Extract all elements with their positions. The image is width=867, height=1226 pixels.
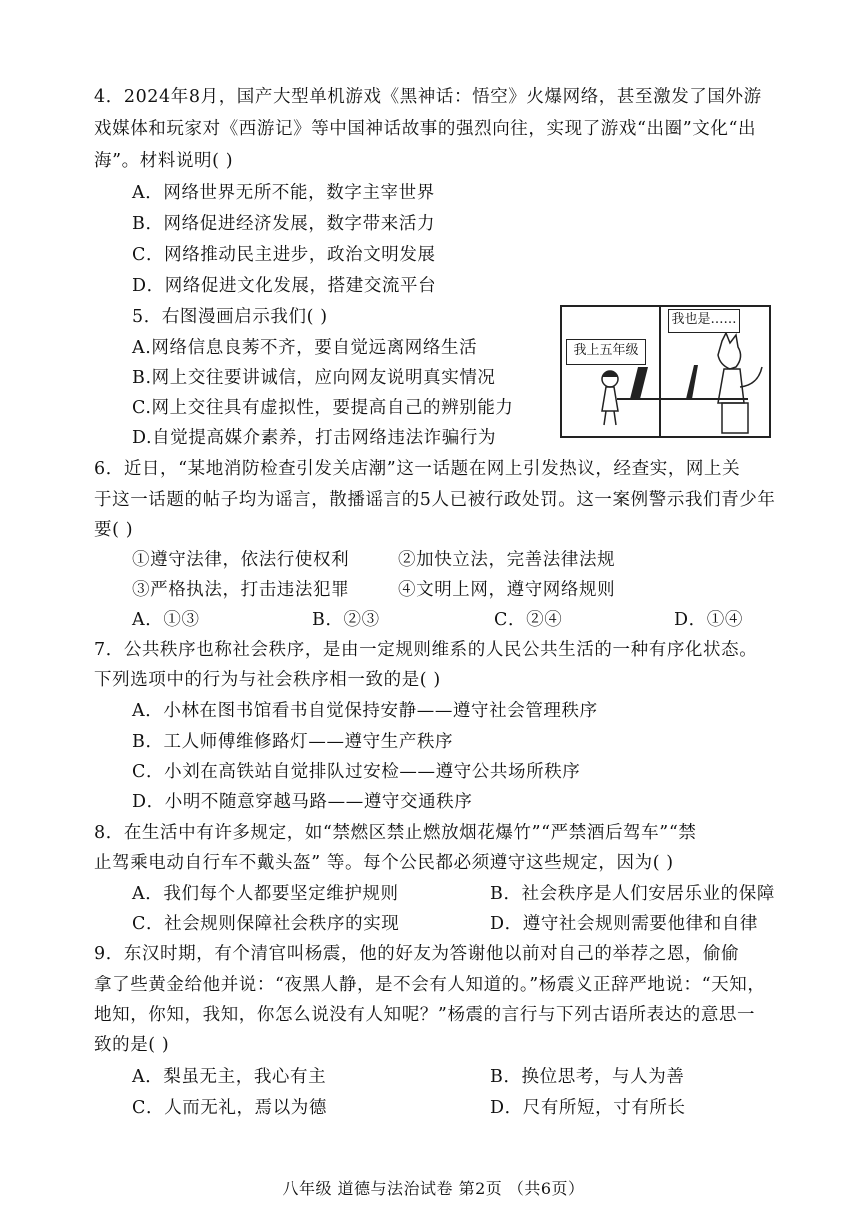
cartoon-bubble-right: 我也是…… [668,309,740,333]
q9-option-b: B．换位思考，与人为善 [490,1067,685,1087]
q8-stem-line1: 8．在生活中有许多规定，如“禁燃区禁止燃放烟花爆竹”“严禁酒后驾车”“禁 [94,823,697,843]
q8-option-b: B．社会秩序是人们安居乐业的保障 [490,884,775,904]
q5-option-d: D.自觉提高媒介素养，打击网络违法诈骗行为 [132,428,497,448]
q8-option-a: A．我们每个人都要坚定维护规则 [132,884,399,904]
q5-cartoon [560,305,771,438]
q5-option-b: B.网上交往要讲诚信，应向网友说明真实情况 [132,368,496,388]
q4-stem-line3: 海”。材料说明( ) [94,151,234,171]
q4-option-c: C．网络推动民主进步，政治文明发展 [132,245,436,265]
q9-stem-line3: 地知，你知，我知，你怎么说没有人知呢？”杨震的言行与下列古语所表达的意思一 [94,1005,756,1025]
cartoon-bubble-left: 我上五年级 [566,339,646,365]
q4-option-d: D．网络促进文化发展，搭建交流平台 [132,276,437,296]
q7-option-a: A．小林在图书馆看书自觉保持安静——遵守社会管理秩序 [132,701,598,721]
q4-option-a: A．网络世界无所不能，数字主宰世界 [132,183,435,203]
q8-option-c: C．社会规则保障社会秩序的实现 [132,914,400,934]
q7-option-c: C．小刘在高铁站自觉排队过安检——遵守公共场所秩序 [132,762,581,782]
q9-stem-line2: 拿了些黄金给他并说：“夜黑人静，是不会有人知道的。”杨震义正辞严地说：“天知， [94,975,766,995]
q7-option-b: B．工人师傅维修路灯——遵守生产秩序 [132,732,454,752]
q6-choice-2: ②加快立法，完善法律法规 [398,550,616,570]
q9-stem-line1: 9．东汉时期，有个清官叫杨震，他的好友为答谢他以前对自己的举荐之恩，偷偷 [94,944,740,964]
q4-option-b: B．网络促进经济发展，数字带来活力 [132,214,436,234]
q6-option-a: A．①③ [132,610,200,630]
q9-stem-line4: 致的是( ) [94,1035,170,1055]
q7-stem-line1: 7．公共秩序也称社会秩序，是由一定规则维系的人民公共生活的一种有序化状态。 [94,640,758,660]
q5-stem: 5．右图漫画启示我们( ) [132,307,328,327]
q6-stem-line3: 要( ) [94,520,134,540]
q6-choice-4: ④文明上网，遵守网络规则 [398,580,616,600]
q8-stem-line2: 止驾乘电动自行车不戴头盔” 等。每个公民都必须遵守这些规定，因为( ) [94,853,674,873]
q4-stem-line2: 戏媒体和玩家对《西游记》等中国神话故事的强烈向往，实现了游戏“出圈”文化“出 [94,119,757,139]
q6-option-c: C．②④ [494,610,563,630]
q9-option-c: C．人而无礼，焉以为德 [132,1098,327,1118]
q5-option-a: A.网络信息良莠不齐，要自觉远离网络生活 [132,338,478,358]
q6-stem-line1: 6．近日，“某地消防检查引发关店潮”这一话题在网上引发热议，经查实，网上关 [94,459,741,479]
q6-choice-3: ③严格执法，打击违法犯罪 [132,580,350,600]
q6-option-d: D．①④ [674,610,743,630]
q9-option-d: D．尺有所短，寸有所长 [490,1098,686,1118]
q6-stem-line2: 于这一话题的帖子均为谣言，散播谣言的5人已被行政处罚。这一案例警示我们青少年 [94,490,776,510]
q8-option-d: D．遵守社会规则需要他律和自律 [490,914,759,934]
q6-choice-1: ①遵守法律，依法行使权利 [132,550,350,570]
q7-option-d: D．小明不随意穿越马路——遵守交通秩序 [132,792,473,812]
q7-stem-line2: 下列选项中的行为与社会秩序相一致的是( ) [94,670,441,690]
q4-stem-line1: 4．2024年8月，国产大型单机游戏《黑神话：悟空》火爆网络，甚至激发了国外游 [94,87,762,107]
q6-option-b: B．②③ [312,610,380,630]
page-footer: 八年级 道德与法治试卷 第2页 （共6页） [282,1179,585,1198]
q9-option-a: A．梨虽无主，我心有主 [132,1067,327,1087]
q5-option-c: C.网上交往具有虚拟性，要提高自己的辨别能力 [132,398,514,418]
